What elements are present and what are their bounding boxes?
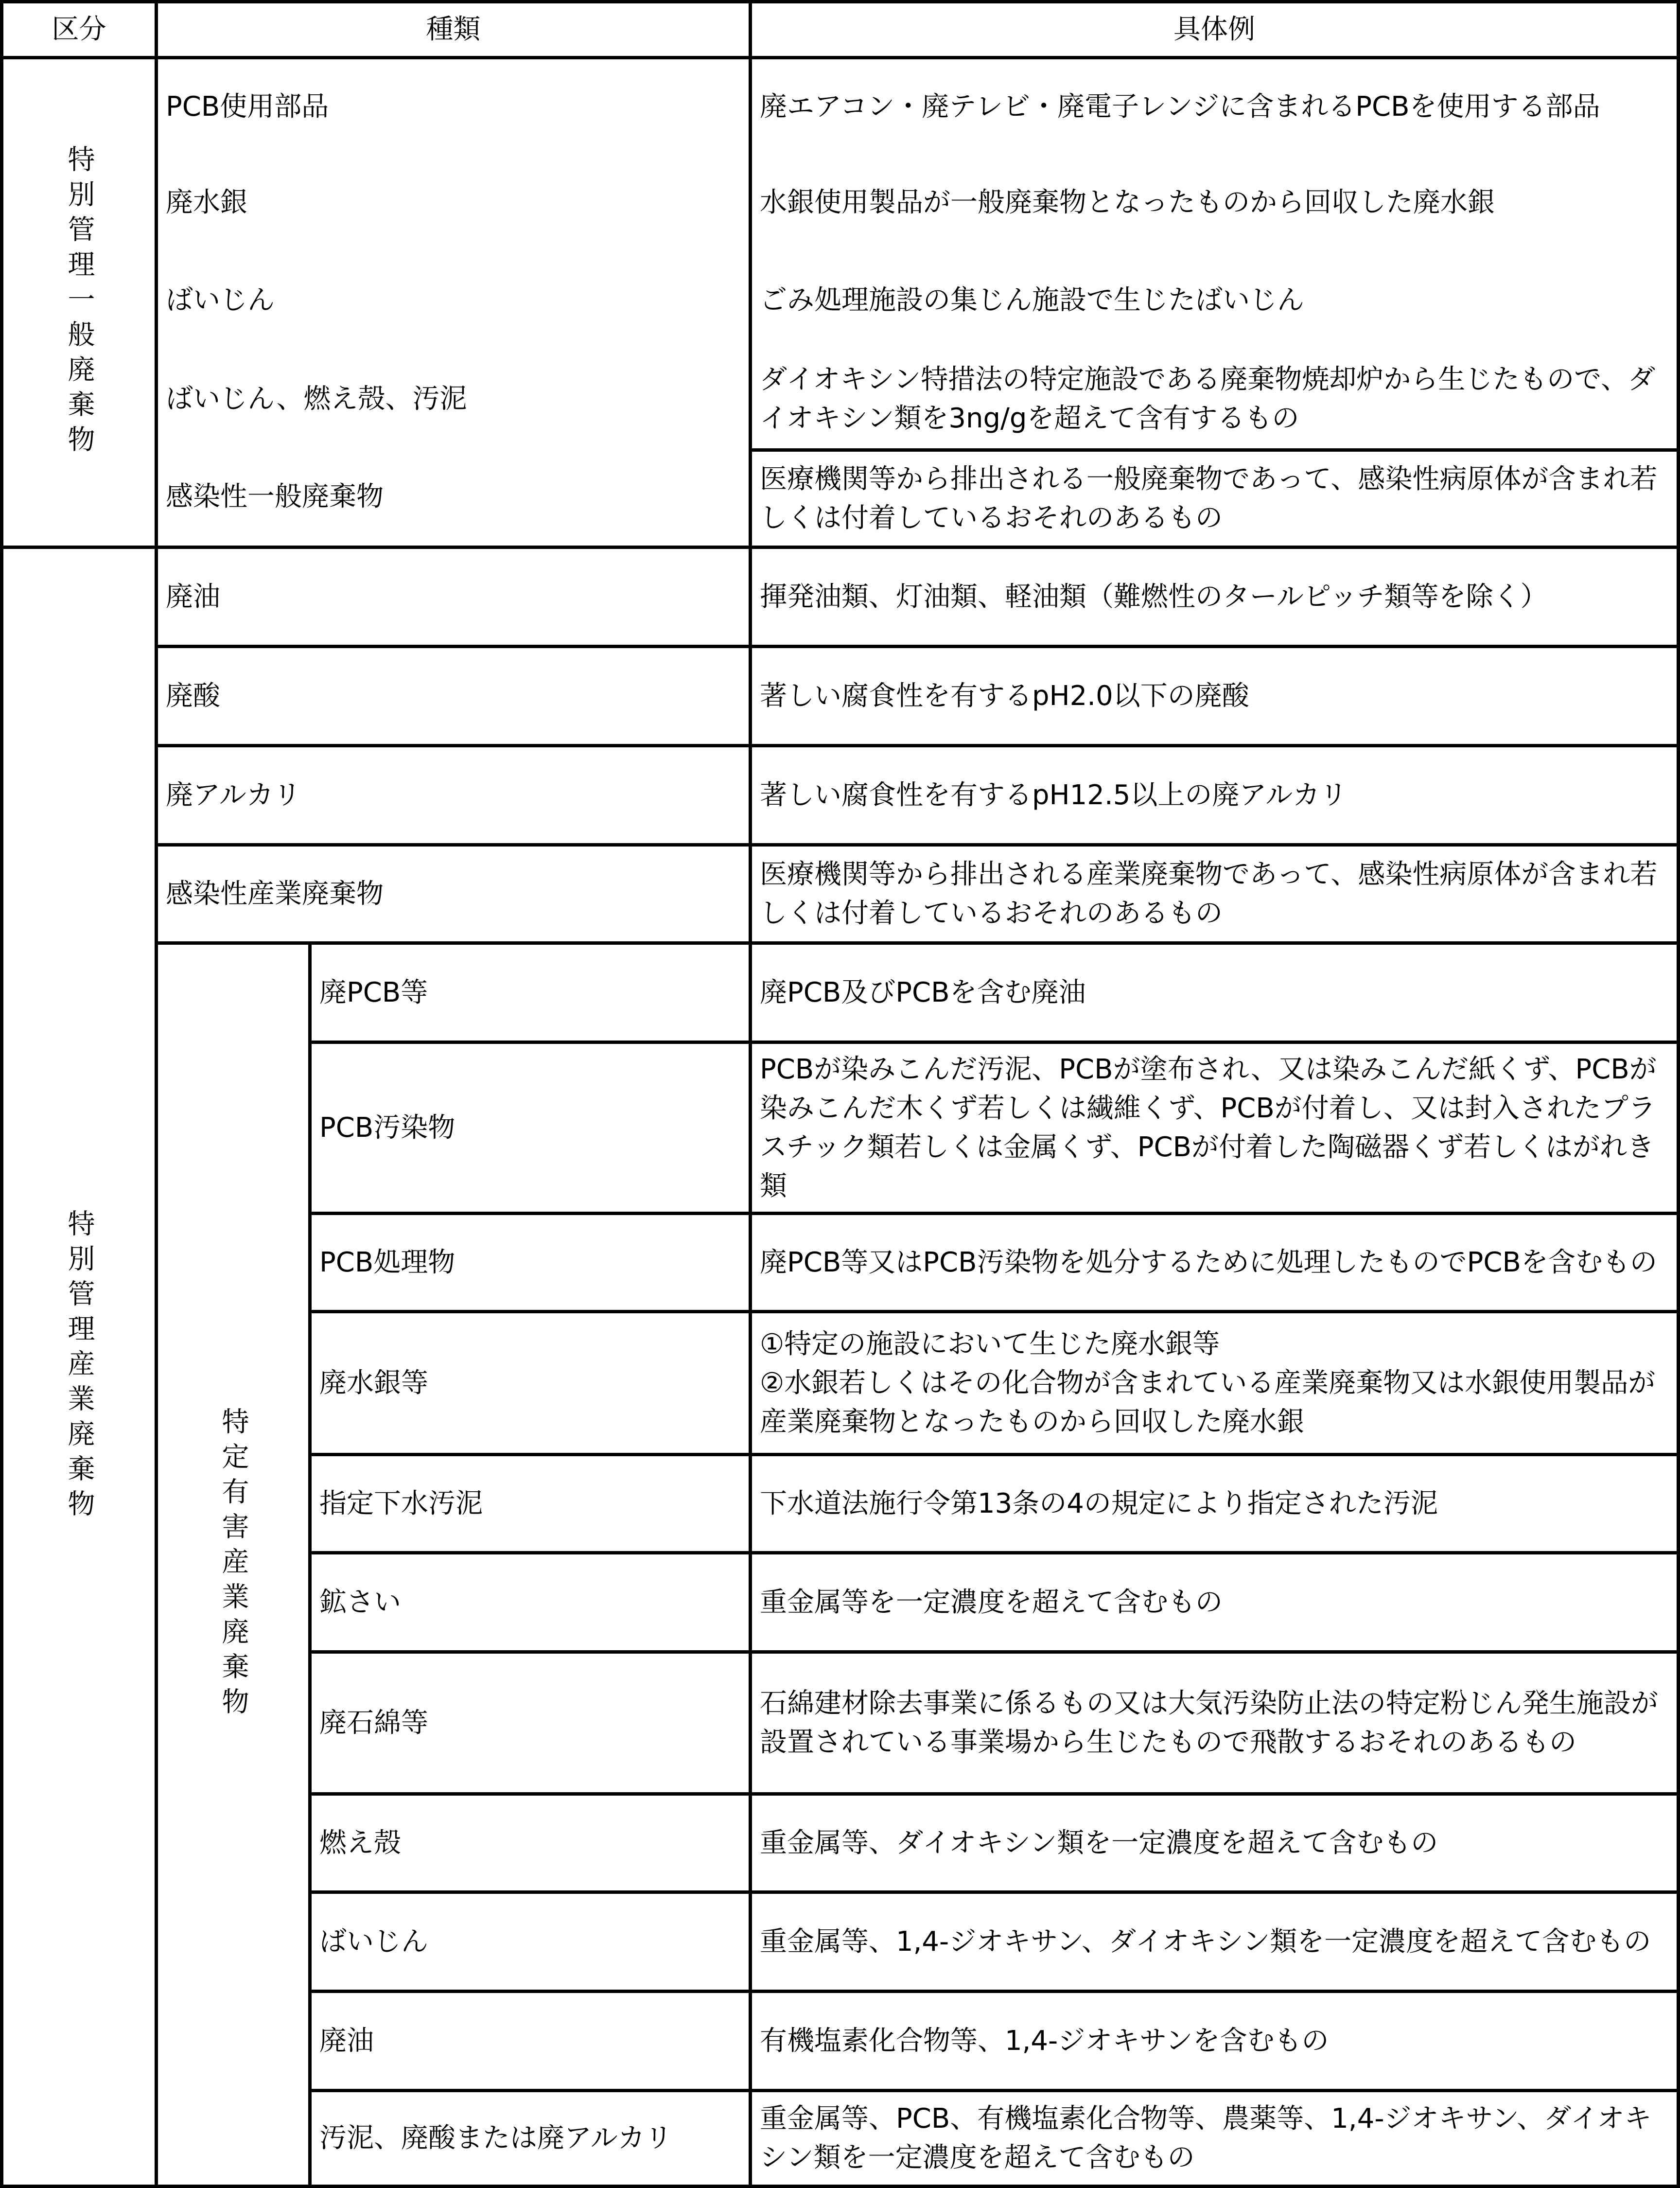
table-row-type xyxy=(155,744,749,843)
category-special-industrial-waste xyxy=(0,546,155,2188)
table-row-example xyxy=(749,843,1680,941)
type-text: 廃油 xyxy=(166,581,220,613)
example-text: 重金属等を一定濃度を超えて含むもの xyxy=(760,1586,1223,1618)
table-row-example xyxy=(749,1650,1680,1792)
table-row-type xyxy=(155,350,749,448)
table-row-example xyxy=(749,1453,1680,1551)
table-row-example xyxy=(749,941,1680,1041)
table-row-example xyxy=(749,546,1680,645)
table-row-example xyxy=(749,448,1680,546)
table-row-type xyxy=(308,1990,749,2089)
type-text: 鉱さい xyxy=(319,1586,401,1618)
category-label: 特別管理一般廃棄物 xyxy=(63,145,95,460)
table-row-type xyxy=(155,251,749,350)
example-text: 著しい腐食性を有するpH2.0以下の廃酸 xyxy=(760,680,1249,712)
example-text: 廃PCB等又はPCB汚染物を処分するために処理したものでPCBを含むもの xyxy=(760,1246,1657,1278)
type-text: 燃え殻 xyxy=(319,1827,401,1859)
table-row-type xyxy=(155,843,749,941)
type-text: ばいじん、燃え殻、汚泥 xyxy=(166,383,467,415)
example-text: 廃PCB及びPCBを含む廃油 xyxy=(760,976,1086,1008)
type-text: PCB汚染物 xyxy=(319,1112,455,1144)
example-text: 重金属等、ダイオキシン類を一定濃度を超えて含むもの xyxy=(760,1827,1438,1859)
table-row-example xyxy=(749,1990,1680,2089)
table-row-type xyxy=(155,645,749,744)
table-row-type xyxy=(155,546,749,645)
example-text: 医療機関等から排出される産業廃棄物であって、感染性病原体が含まれ若しくは付着しているおそれのあるもの xyxy=(760,858,1658,929)
example-text: 有機塩素化合物等、1,4-ジオキサンを含むもの xyxy=(760,2025,1329,2057)
type-text: ばいじん xyxy=(166,284,275,316)
type-text: 汚泥、廃酸または廃アルカリ xyxy=(319,2122,672,2154)
example-text: ごみ処理施設の集じん施設で生じたばいじん xyxy=(760,284,1304,316)
table-row-type xyxy=(308,1650,749,1792)
type-text: 廃酸 xyxy=(166,680,220,712)
table-row-type xyxy=(308,941,749,1041)
table-row-example xyxy=(749,1890,1680,1990)
subcategory-specified-hazardous-waste xyxy=(155,941,308,2188)
table-row-example xyxy=(749,154,1680,251)
type-text: 廃PCB等 xyxy=(319,976,428,1008)
type-text: 廃アルカリ xyxy=(166,779,301,811)
example-text: 石綿建材除去事業に係るもの又は大気汚染防止法の特定粉じん発生施設が設置されている事業場から生じたもので飛散するおそれのあるもの xyxy=(760,1687,1658,1758)
example-text: ダイオキシン特措法の特定施設である廃棄物焼却炉から生じたもので、ダイオキシン類を3ng/gを超えて含有するもの xyxy=(760,363,1656,434)
header-category: 区分 xyxy=(0,0,155,56)
example-text: 下水道法施行令第13条の4の規定により指定された汚泥 xyxy=(760,1487,1438,1519)
table-row-example xyxy=(749,2089,1680,2188)
type-text: PCB使用部品 xyxy=(166,90,329,123)
category-special-general-waste xyxy=(0,56,155,546)
table-row-type xyxy=(308,2089,749,2188)
type-text: 感染性産業廃棄物 xyxy=(166,878,384,910)
table-row-example xyxy=(749,1792,1680,1890)
example-text: 廃エアコン・廃テレビ・廃電子レンジに含まれるPCBを使用する部品 xyxy=(760,90,1600,123)
type-text: PCB処理物 xyxy=(319,1246,455,1278)
table-row-type xyxy=(155,154,749,251)
table-row-example xyxy=(749,645,1680,744)
table-row-example xyxy=(749,1041,1680,1212)
type-text: ばいじん xyxy=(319,1925,428,1958)
table-row-type xyxy=(308,1310,749,1453)
example-text: 重金属等、PCB、有機塩素化合物等、農薬等、1,4-ジオキサン、ダイオキシン類を一定濃度を超えて含むもの xyxy=(760,2103,1652,2173)
example-text: ①特定の施設において生じた廃水銀等 ②水銀若しくはその化合物が含まれている産業廃棄物又は水銀使用製品が産業廃棄物となったものから回収した廃水銀 xyxy=(760,1328,1656,1438)
category-label: 特別管理産業廃棄物 xyxy=(63,1209,95,1524)
table-row-example xyxy=(749,350,1680,448)
table-row-type xyxy=(308,1551,749,1650)
subcategory-label: 特定有害産業廃棄物 xyxy=(217,1407,249,1722)
type-text: 廃水銀等 xyxy=(319,1367,428,1399)
example-text: 医療機関等から排出される一般廃棄物であって、感染性病原体が含まれ若しくは付着しているおそれのあるもの xyxy=(760,463,1658,534)
example-text: 重金属等、1,4-ジオキサン、ダイオキシン類を一定濃度を超えて含むもの xyxy=(760,1925,1651,1958)
example-text: 水銀使用製品が一般廃棄物となったものから回収した廃水銀 xyxy=(760,187,1495,218)
table-row-type xyxy=(308,1212,749,1310)
table-row-example xyxy=(749,744,1680,843)
table-row-type xyxy=(308,1792,749,1890)
example-text: PCBが染みこんだ汚泥、PCBが塗布され、又は染みこんだ紙くず、PCBが染みこんだ木くず若しくは繊維くず、PCBが付着し、又は封入されたプラスチック類若しくは金属くず、PCBが付着した陶磁器くず若しくはがれき類 xyxy=(760,1053,1657,1202)
table-row-type xyxy=(308,1890,749,1990)
header-type: 種類 xyxy=(155,0,749,56)
table-row-example xyxy=(749,56,1680,154)
table-row-type xyxy=(155,448,749,546)
table-row-example xyxy=(749,1551,1680,1650)
table-row-type xyxy=(155,56,749,154)
type-text: 廃水銀 xyxy=(166,187,247,218)
example-text: 揮発油類、灯油類、軽油類（難燃性のタールピッチ類等を除く） xyxy=(760,581,1548,613)
example-text: 著しい腐食性を有するpH12.5以上の廃アルカリ xyxy=(760,779,1348,811)
type-text: 感染性一般廃棄物 xyxy=(166,481,384,512)
table-row-example xyxy=(749,251,1680,350)
table-row-example xyxy=(749,1212,1680,1310)
header-example: 具体例 xyxy=(749,0,1680,56)
type-text: 廃油 xyxy=(319,2025,374,2057)
table-row-example xyxy=(749,1310,1680,1453)
table-row-type xyxy=(308,1041,749,1212)
table-row-type xyxy=(308,1453,749,1551)
type-text: 指定下水汚泥 xyxy=(319,1487,483,1519)
type-text: 廃石綿等 xyxy=(319,1707,428,1739)
